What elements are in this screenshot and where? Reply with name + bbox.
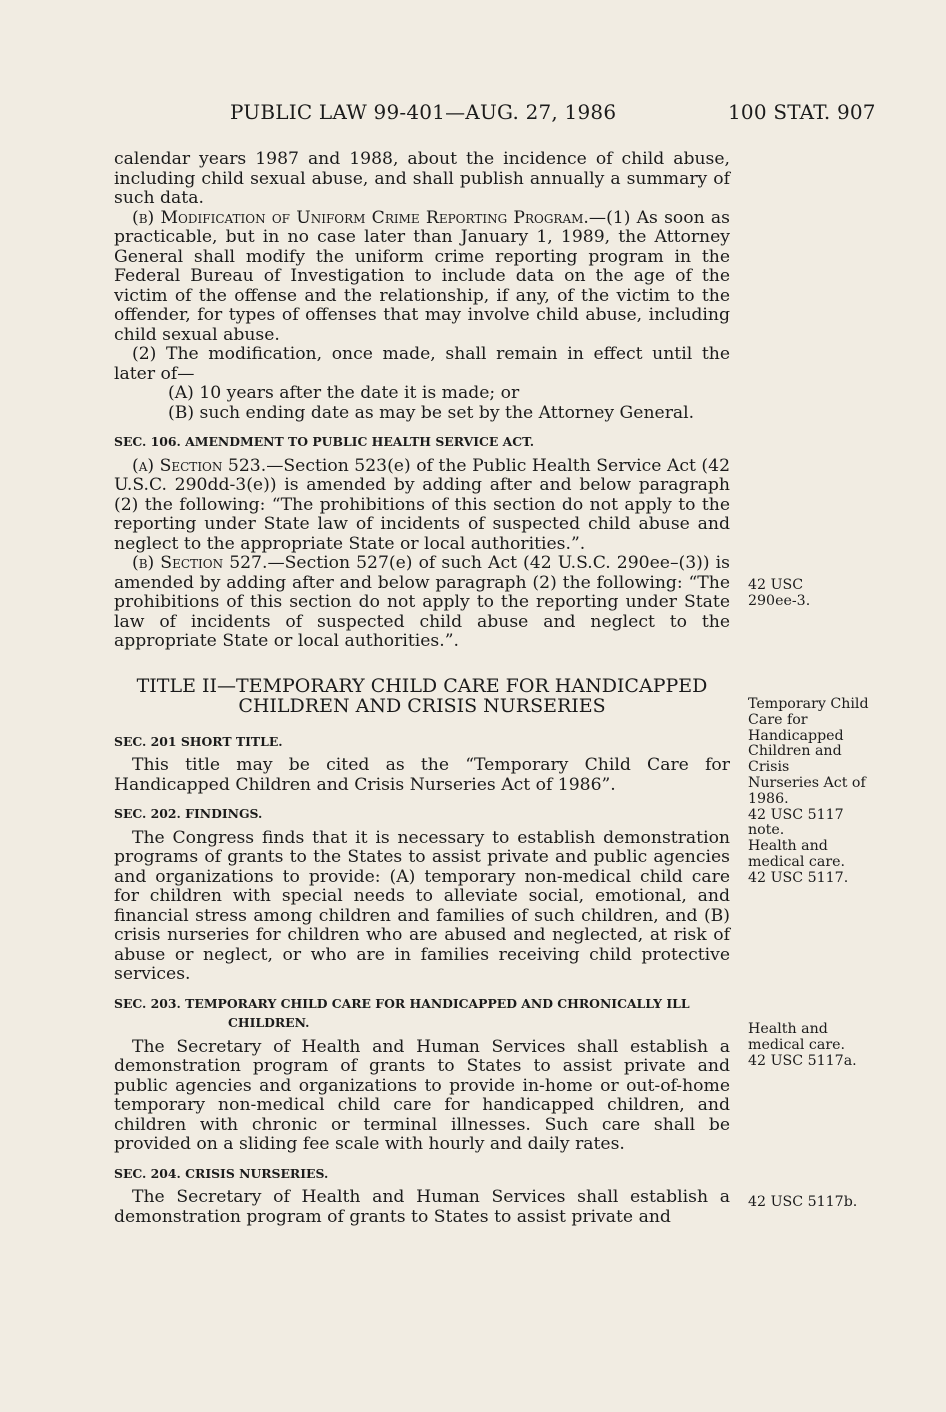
running-header: PUBLIC LAW 99-401—AUG. 27, 1986 [230,100,617,124]
section-heading: SEC. 201 SHORT TITLE. [114,733,283,749]
margin-note: Health and medical care. 42 USC 5117a. [748,1021,857,1069]
document-body [114,150,730,1227]
paragraph: calendar years 1987 and 1988, about the incidence of child abuse, including child sexual abuse, and shall publish annually a summary of such data. [114,149,730,208]
subsection-heading: (b) Modification of Uniform Crime Reporting Program. [132,207,589,228]
margin-note: Temporary Child Care for Handicapped Children and Crisis Nurseries Act of 1986. 42 USC 5117 note. Health and medical care. 42 USC 5117. [748,696,869,886]
section-heading: SEC. 204. CRISIS NURSERIES. [114,1165,329,1181]
list-item: (B) such ending date as may be set by the Attorney General. [168,402,695,423]
paragraph: (b) Modification of Uniform Crime Reporting Program.—(1) As soon as practicable, but in no case later than January 1, 1989, the Attorney General shall modify the uniform crime reporting program in the Federal Bureau of Investigation to include data on the age of the victim of the offense and the relationship, if any, of the victim to the offender, for types of offenses that may involve child abuse, including child sexual abuse. [114,207,730,345]
title-heading: TITLE II—TEMPORARY CHILD CARE FOR HANDICAPPED CHILDREN AND CRISIS NURSERIES [136,674,708,717]
paragraph: (a) Section 523.—Section 523(e) of the Public Health Service Act (42 U.S.C. 290dd-3(e)) is amended by adding after and below paragraph (2) the following: “The prohibitions of this section do not apply to the reporting under State law of incidents of suspected child abuse and neglect to the appropriate State or local authorities.”. [114,455,731,554]
margin-note: 42 USC 290ee-3. [748,577,811,609]
list-item: (A) 10 years after the date it is made; or [168,383,520,403]
section-heading: SEC. 202. FINDINGS. [114,806,263,821]
paragraph: The Secretary of Health and Human Services shall establish a demonstration program of grants to States to assist private and public agencies and organizations to provide in-home or out-of-home temporary non-medical child care for handicapped children, and children with chronic or terminal illnesses. Such care shall be provided on a sliding fee scale with hourly and daily rates. [114,1036,730,1154]
paragraph: (2) The modification, once made, shall remain in effect until the later of— [114,344,730,384]
section-heading: SEC. 106. AMENDMENT TO PUBLIC HEALTH SERVICE ACT. [114,434,535,449]
paragraph: (b) Section 527.—Section 527(e) of such Act (42 U.S.C. 290ee–(3)) is amended by adding after and below paragraph (2) the following: “The prohibitions of this section do not apply to the reporting under State law of incidents of suspected child abuse and neglect to the appropriate State or local authorities.”. [114,553,730,651]
paragraph: This title may be cited as the “Temporary Child Care for Handicapped Children and Crisis Nurseries Act of 1986”. [114,755,730,795]
paragraph: The Secretary of Health and Human Services shall establish a demonstration program of grants to States to assist private and [114,1187,730,1227]
statute-page-number: 100 STAT. 907 [728,100,876,124]
margin-note: 42 USC 5117b. [748,1194,858,1210]
paragraph: The Congress finds that it is necessary to establish demonstration programs of grants to the States to assist private and public agencies and organizations to provide: (A) temporary non-medical child care for children with special needs to alleviate social, emotional, and financial stress among children and families of such children, and (B) crisis nurseries for children who are abused and neglected, at risk of abuse or neglect, or who are in families receiving child protective services. [114,827,730,984]
section-heading: SEC. 203. TEMPORARY CHILD CARE FOR HANDICAPPED AND CHRONICALLY ILL CHILDREN. [114,995,690,1030]
